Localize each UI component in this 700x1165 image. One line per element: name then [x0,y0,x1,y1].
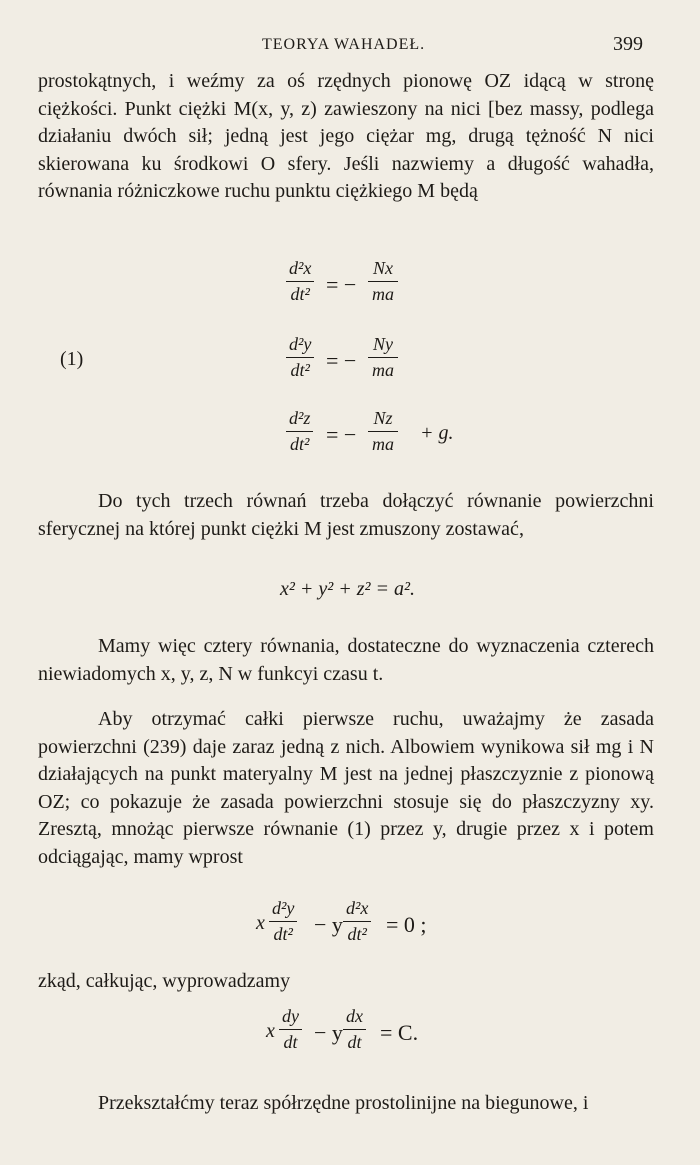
operator: = − [326,422,357,447]
equation-1c [0,408,700,468]
paragraph-sphere: Do tych trzech równań trzeba dołączyć równanie powierzchni sferycznej na której punkt ciężki M jest zmuszony zostawać, [38,490,654,540]
last-line: Przekształćmy teraz spółrzędne prostolinijne na biegunowe, i [98,1092,589,1114]
fraction-lhs: $\frac{\text{d²x}}{\text{dt²}}$ [285,258,315,305]
equation-sphere: x² + y² + z² = a². [280,578,416,600]
equation-tail: + g. [420,422,454,444]
fraction-a: $\frac{dy}{dt}$ [278,1006,303,1053]
equation-2: x $\frac{\text{d²y}}{\text{dt²}}$ − y $\frac{\text{d²x}}{\text{dt²}}$ = 0 ; [256,898,427,944]
fraction-b: $\frac{dx}{dt}$ [342,1006,367,1053]
operator: = − [326,348,357,373]
paragraph-integrals: Aby otrzymać całki pierwsze ruchu, uważajmy że zasada powierzchni (239) daje zaraz jedną z nich. Albowiem wynikowa sił mg i N działających na punkt materyalny M jest na jednej płaszczyznie z pionową OZ; co pokazuje że zasada powierzchni stosuje się do płaszczyzny xy. Zresztą, mnożąc pierwsze równanie (1) przez y, drugie przez x i potem odciągając, mamy wprost [38,708,654,868]
page-number: 399 [613,33,643,55]
equation-3: x $\frac{dy}{dt}$ − y $\frac{dx}{dt}$ = C. [266,1006,419,1052]
fraction-rhs: $\frac{Nx}{ma}$ [368,258,398,305]
equation-number: (1) [60,348,84,370]
fraction-rhs: $\frac{Nz}{ma}$ [368,408,398,455]
operator: = − [326,272,357,297]
running-head: TEORYA WAHADEŁ. [262,36,426,53]
equation-1b [0,334,700,394]
equation-1a [0,258,700,318]
paragraph-intro: prostokątnych, i weźmy za oś rzędnych pionowę OZ idącą w stronę ciężkości. Punkt ciężki M(x, y, z) zawieszony na nici [bez massy, podlega działaniu dwóch sił; jedną jest jego ciężar mg, drugą tężność N nici skierowana ku środkowi O sfery. Jeśli nazwiemy a długość wahadła, równania różniczkowe ruchu punktu ciężkiego M będą [38,70,654,202]
fraction-a: $\frac{\text{d²y}}{\text{dt²}}$ [268,898,298,945]
connector-text: zkąd, całkując, wyprowadzamy [38,970,291,992]
fraction-lhs: $\frac{\text{d²y}}{\text{dt²}}$ [285,334,315,381]
fraction-b: $\frac{\text{d²x}}{\text{dt²}}$ [342,898,372,945]
fraction-rhs: $\frac{Ny}{ma}$ [368,334,398,381]
paragraph-unknowns: Mamy więc cztery równania, dostateczne do wyznaczenia czterech niewiadomych x, y, z, N w funkcyi czasu t. [38,635,654,685]
fraction-lhs: $\frac{\text{d²z}}{\text{dt²}}$ [285,408,314,455]
